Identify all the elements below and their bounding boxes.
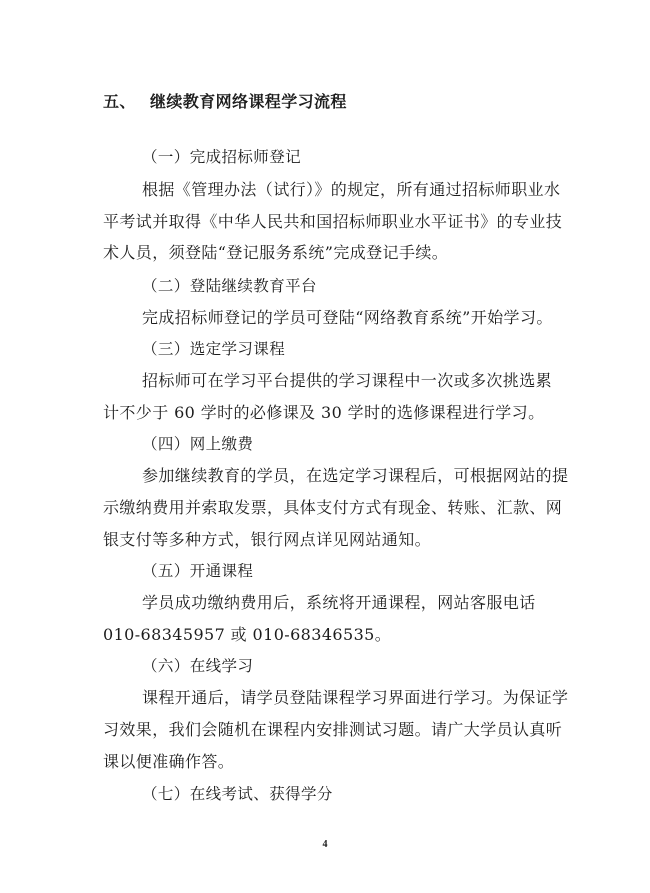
step-4-line-3: 银支付等多种方式，银行网点详见网站通知。 bbox=[103, 530, 432, 549]
step-6-heading: （六）在线学习 bbox=[142, 657, 254, 675]
step-1-line-1: 根据《管理办法（试行）》的规定，所有通过招标师职业水 bbox=[142, 180, 561, 199]
step-7-heading: （七）在线考试、获得学分 bbox=[142, 785, 333, 803]
step-6-line-3: 课以便准确作答。 bbox=[103, 752, 235, 771]
step-5-heading: （五）开通课程 bbox=[142, 562, 254, 580]
page-number: 4 bbox=[322, 839, 328, 850]
step-2-heading: （二）登陆继续教育平台 bbox=[142, 277, 317, 295]
step-3-line-1: 招标师可在学习平台提供的学习课程中一次或多次挑选累 bbox=[142, 371, 553, 390]
step-1-line-3: 术人员，须登陆“登记服务系统”完成登记手续。 bbox=[103, 243, 449, 262]
step-2-line-1: 完成招标师登记的学员可登陆“网络教育系统”开始学习。 bbox=[142, 308, 553, 327]
step-1-heading: （一）完成招标师登记 bbox=[142, 148, 302, 166]
step-4-heading: （四）网上缴费 bbox=[142, 435, 254, 453]
section-title: 继续教育网络课程学习流程 bbox=[150, 92, 347, 111]
step-5-line-1: 学员成功缴纳费用后，系统将开通课程，网站客服电话 bbox=[142, 593, 536, 612]
step-1-line-2: 平考试并取得《中华人民共和国招标师职业水平证书》的专业技 bbox=[103, 212, 563, 231]
step-4-line-2: 示缴纳费用并索取发票，具体支付方式有现金、转账、汇款、网 bbox=[103, 498, 563, 517]
section-number: 五、 bbox=[103, 92, 136, 111]
step-3-heading: （三）选定学习课程 bbox=[142, 340, 286, 358]
step-4-line-1: 参加继续教育的学员，在选定学习课程后，可根据网站的提 bbox=[142, 466, 569, 485]
step-5-line-2: 010-68345957 或 010-68346535。 bbox=[103, 625, 392, 644]
step-6-line-2: 习效果，我们会随机在课程内安排测试习题。请广大学员认真听 bbox=[103, 720, 563, 739]
step-3-line-2: 计不少于 60 学时的必修课及 30 学时的选修课程进行学习。 bbox=[103, 403, 545, 422]
step-6-line-1: 课程开通后，请学员登陆课程学习界面进行学习。为保证学 bbox=[142, 688, 569, 707]
